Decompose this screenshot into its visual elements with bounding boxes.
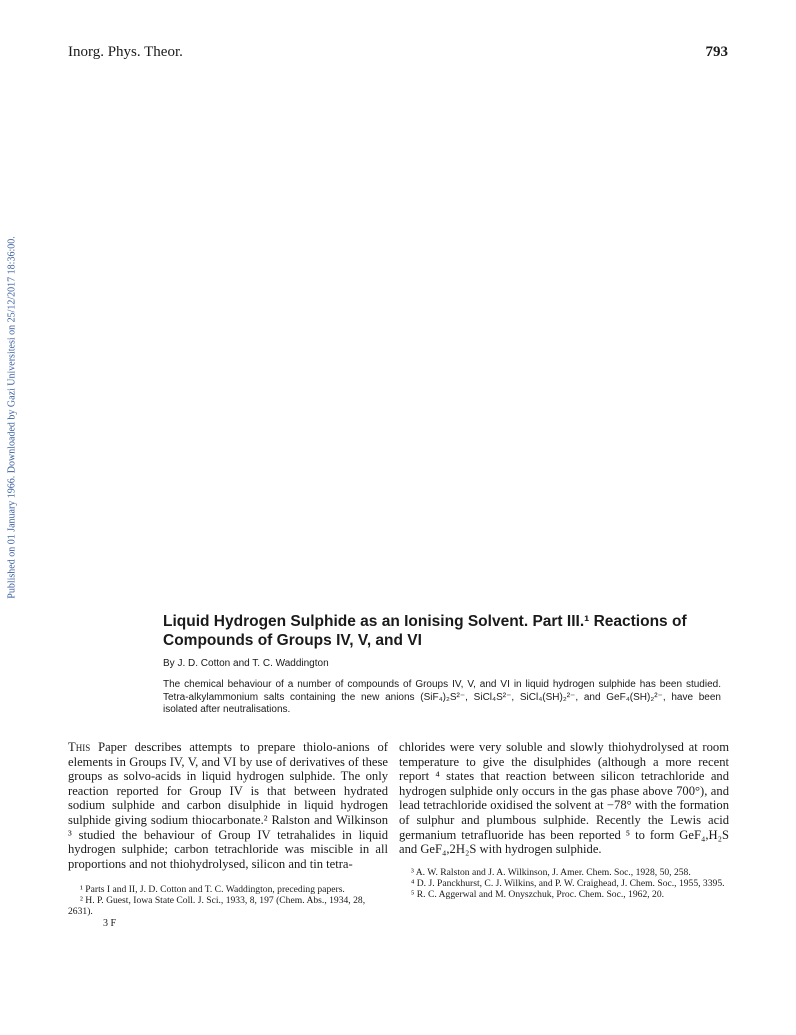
article-authors: By J. D. Cotton and T. C. Waddington bbox=[163, 658, 329, 669]
body-column-left bbox=[68, 740, 388, 871]
footnote: ⁴ D. J. Panckhurst, C. J. Wilkins, and P. W. Craighead, J. Chem. Soc., 1955, 3395. bbox=[411, 878, 725, 889]
lead-word: This bbox=[68, 740, 91, 754]
body-paragraph-left bbox=[68, 740, 388, 871]
signature-mark: 3 F bbox=[103, 918, 117, 929]
body-column-right bbox=[399, 740, 729, 857]
body-paragraph-right: chlorides were very soluble and slowly thiohydrolysed at room temperature to give the disulphides (although a more recent report ⁴ states that reaction between silicon tetrachloride and hydrogen sulphide only occurs in the gas phase above 700°), and lead tetrachloride oxidised the solvent at −78° with the formation of sulphur and plumbous sulphide. Recently the Lewis acid germanium tetrafluoride has been reported ⁵ to form GeF₄,H₂S and GeF₄,2H₂S with hydrogen sulphide. bbox=[399, 740, 729, 857]
article-title: Liquid Hydrogen Sulphide as an Ionising Solvent. Part III.¹ Reactions of Compounds of Groups IV, V, and VI bbox=[163, 613, 687, 649]
article-abstract: The chemical behaviour of a number of compounds of Groups IV, V, and VI in liquid hydrogen sulphide has been studied. Tetra-alkylammonium salts containing the new anions (SiF₄)₂S²⁻, SiCl₄S²⁻, SiCl₄(SH)₂²⁻, and GeF₄(SH)₂²⁻, have been isolated after neutralisations. bbox=[163, 679, 721, 715]
footnote: ³ A. W. Ralston and J. A. Wilkinson, J. Amer. Chem. Soc., 1928, 50, 258. bbox=[411, 867, 691, 878]
journal-running-head: Inorg. Phys. Theor. bbox=[68, 44, 183, 60]
publication-stamp[interactable]: Published on 01 January 1966. Downloaded by Gazi Universitesi on 25/12/2017 18:36:00. bbox=[6, 236, 18, 599]
body-text-left: Paper describes attempts to prepare thiolo-anions of elements in Groups IV, V, and VI by use of derivatives of these groups as solvo-acids in liquid hydrogen sulphide. The only reaction reported for Group IV is that between hydrated sodium sulphide and carbon disulphide in liquid hydrogen sulphide giving sodium thiocarbonate.² Ralston and Wilkinson ³ studied the behaviour of Group IV tetrahalides in liquid hydrogen sulphide; carbon tetrachloride was miscible in all proportions and not thiohydrolysed, silicon and tin tetra- bbox=[68, 740, 388, 871]
page-number: 793 bbox=[705, 44, 728, 60]
footnote: ⁵ R. C. Aggerwal and M. Onyszchuk, Proc. Chem. Soc., 1962, 20. bbox=[411, 889, 665, 900]
footnote: ¹ Parts I and II, J. D. Cotton and T. C. Waddington, preceding papers. bbox=[80, 884, 345, 895]
footnotes-left bbox=[68, 884, 388, 917]
footnote: ² H. P. Guest, Iowa State Coll. J. Sci., 1933, 8, 197 (Chem. Abs., 1934, 28, 2631). bbox=[68, 895, 366, 917]
footnotes-right bbox=[399, 867, 729, 900]
